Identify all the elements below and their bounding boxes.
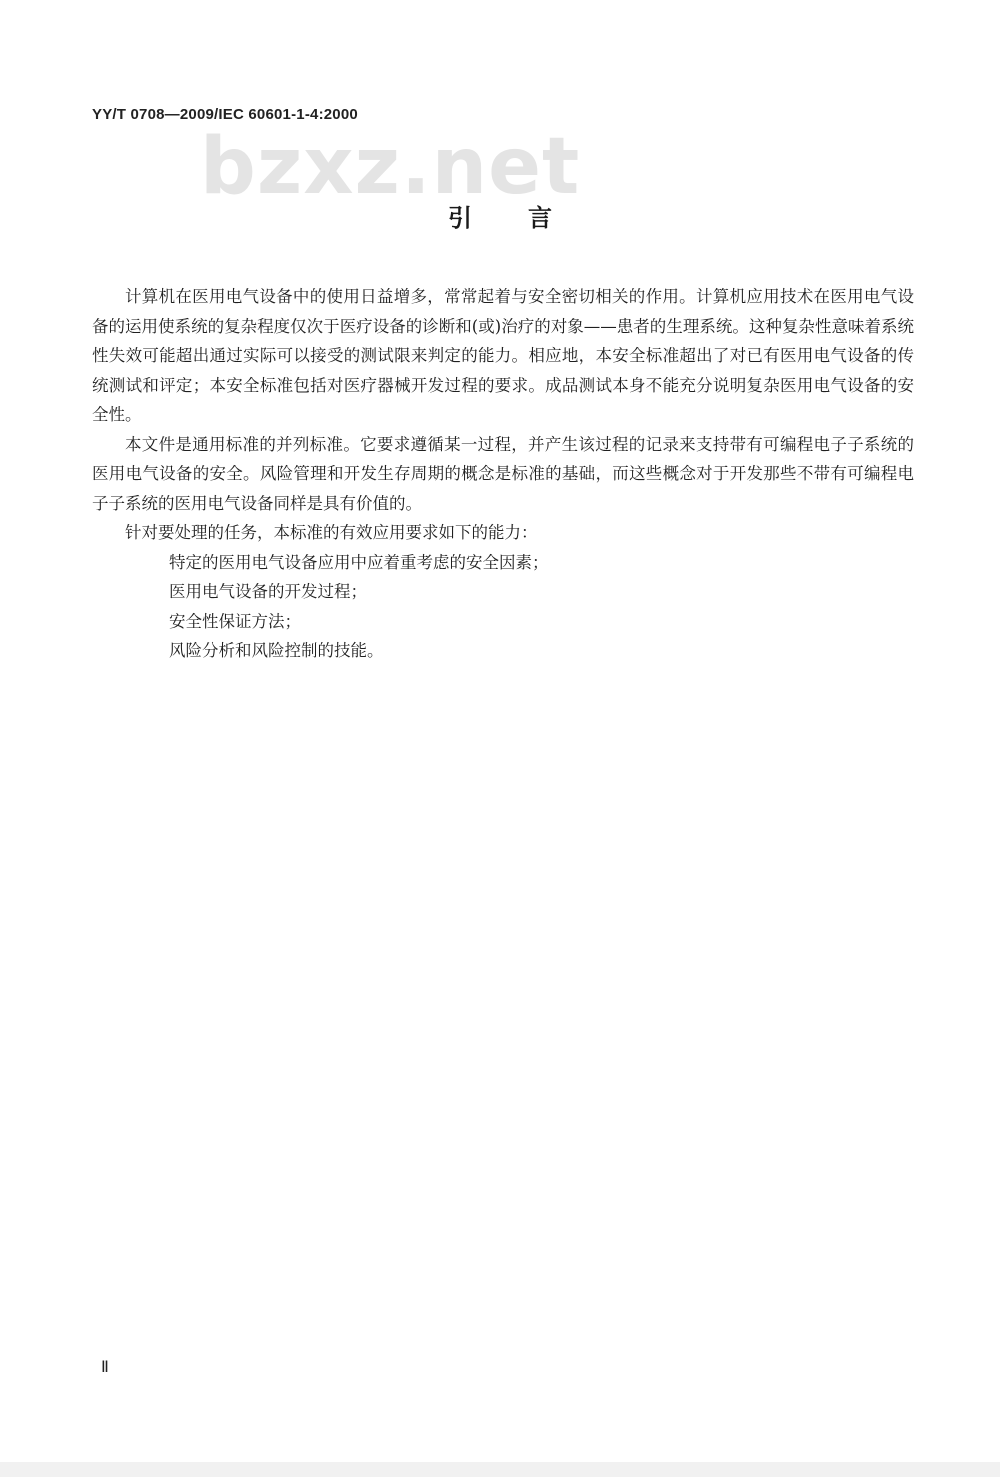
paragraph-3: 针对要处理的任务，本标准的有效应用要求如下的能力： <box>125 523 538 542</box>
bottom-border <box>0 1462 1000 1477</box>
capability-list <box>92 548 914 666</box>
watermark: bzxz.net <box>200 122 581 212</box>
page-number: Ⅱ <box>101 1359 109 1376</box>
list-item: 特定的医用电气设备应用中应着重考虑的安全因素； <box>169 552 549 572</box>
page-title: 引言 <box>448 204 608 232</box>
list-item: 安全性保证方法； <box>169 611 301 631</box>
list-item: 医用电气设备的开发过程； <box>169 582 367 601</box>
paragraph-1: 计算机在医用电气设备中的使用日益增多，常常起着与安全密切相关的作用。计算机应用技术在医用电气设备的运用使系统的复杂程度仅次于医疗设备的诊断和(或)治疗的对象——患者的生理系统。这种复杂性意味着系统性失效可能超出通过实际可以接受的测试限来判定的能力。相应地，本安全标准超出了对已有医用电气设备的传统测试和评定；本安全标准包括对医疗器械开发过程的要求。成品测试本身不能充分说明复杂医用电气设备的安全性。 <box>92 287 914 424</box>
paragraph-2: 本文件是通用标准的并列标准。它要求遵循某一过程，并产生该过程的记录来支持带有可编程电子子系统的医用电气设备的安全。风险管理和开发生存周期的概念是标准的基础，而这些概念对于开发那些不带有可编程电子子系统的医用电气设备同样是具有价值的。 <box>92 434 914 513</box>
list-item: 风险分析和风险控制的技能。 <box>169 641 384 660</box>
standard-code: YY/T 0708—2009/IEC 60601-1-4:2000 <box>92 106 358 123</box>
body-text <box>92 282 914 666</box>
